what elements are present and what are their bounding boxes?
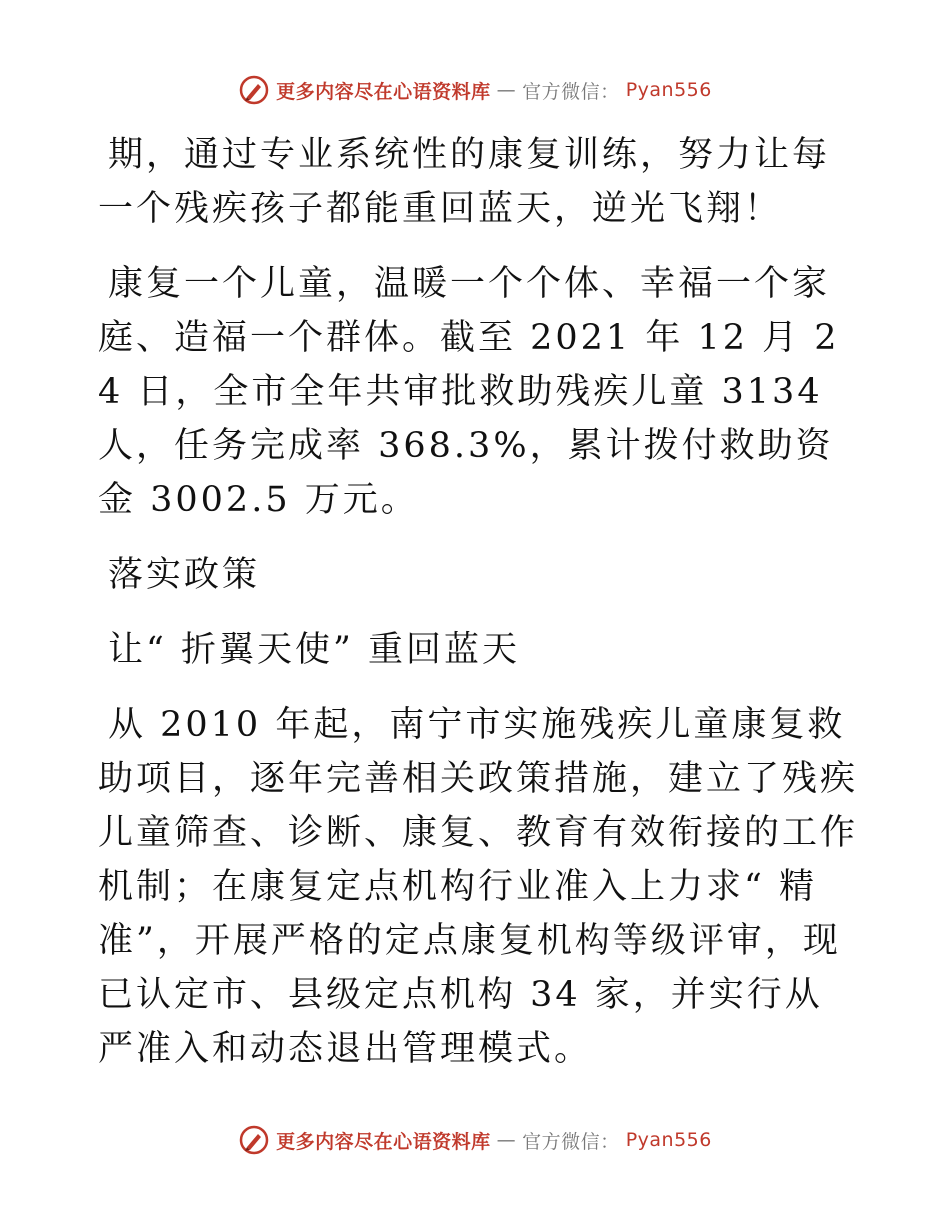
- watermark-wechat-id: Pyan556: [625, 79, 712, 101]
- section-heading-policy: 落实政策: [108, 555, 261, 595]
- document-body: [98, 128, 858, 1076]
- header-watermark: [0, 70, 950, 110]
- paragraph-3: 从 2010 年起，南宁市实施残疾儿童康复救助项目，逐年完善相关政策措施，建立了残疾儿童筛查、诊断、康复、教育有效衔接的工作机制；在康复定点机构行业准入上力求“ 精准”，开展严格的定点康复机构等级评审，现已认定市、县级定点机构 34 家，并实行从严准入和动态退出管理模式。: [98, 705, 859, 1069]
- watermark-main-text: 更多内容尽在心语资料库: [276, 80, 491, 103]
- paragraph-1: 期，通过专业系统性的康复训练，努力让每一个残疾孩子都能重回蓝天，逆光飞翔！: [98, 135, 831, 229]
- watermark-sub-text: 官方微信：: [522, 1130, 620, 1153]
- footer-watermark: [0, 1120, 950, 1160]
- watermark-wechat-id: Pyan556: [625, 1129, 712, 1151]
- watermark-sub-text: 官方微信：: [522, 80, 620, 103]
- watermark-main-text: 更多内容尽在心语资料库: [276, 1130, 491, 1153]
- watermark-dash: —: [496, 1129, 517, 1151]
- pen-logo-icon: [238, 74, 270, 106]
- watermark-dash: —: [496, 79, 517, 101]
- section-subheading: 让“ 折翼天使” 重回蓝天: [108, 630, 521, 670]
- paragraph-2: 康复一个儿童，温暖一个个体、幸福一个家庭、造福一个群体。截至 2021 年 12 月 24 日，全市全年共审批救助残疾儿童 3134 人，任务完成率 368.3%，累计拨付救助资金 3002.5 万元。: [98, 264, 840, 520]
- pen-logo-icon: [238, 1124, 270, 1156]
